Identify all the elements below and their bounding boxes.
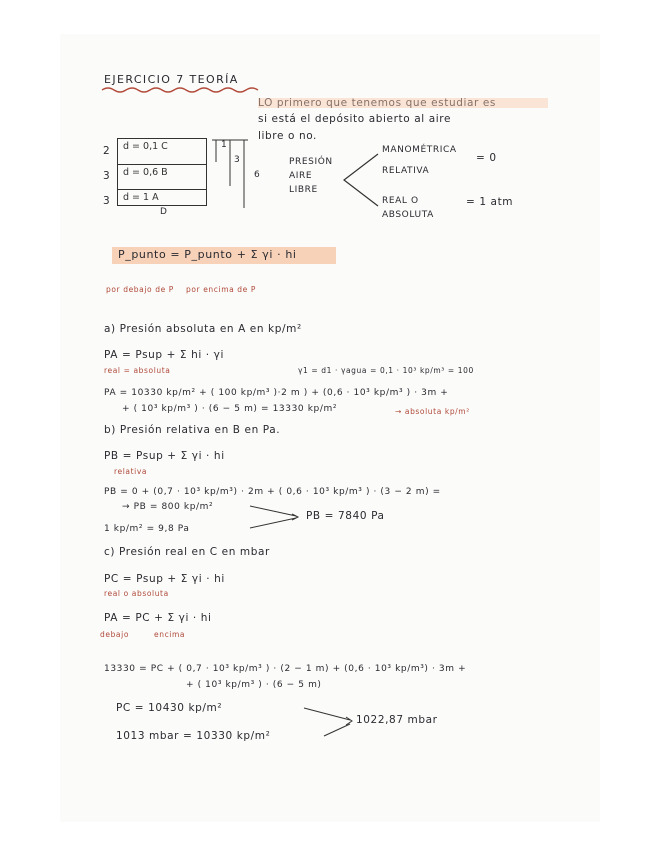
tank-left-label-3: 3: [103, 195, 111, 207]
part-c-final: 1022,87 mbar: [356, 714, 438, 726]
real-value: = 1 atm: [466, 196, 514, 208]
part-c-result-pc: PC = 10430 kp/m²: [116, 702, 223, 714]
relative-label: RELATIVA: [382, 166, 430, 176]
main-formula: P_punto = P_punto + Σ γi · hi: [118, 248, 297, 261]
pressure-label-2: AIRE: [289, 171, 313, 181]
manometric-label: MANOMÉTRICA: [382, 145, 457, 155]
part-a-calc1: PA = 10330 kp/m² + ( 100 kp/m³ )·2 m ) + (0,6 · 10³ kp/m³ ) · 3m +: [104, 388, 449, 398]
part-b-eq1: PB = Psup + Σ γi · hi: [104, 450, 225, 462]
tank-dimension-lines: [208, 136, 261, 216]
part-b-heading: b) Presión relativa en B en Pa.: [104, 424, 281, 436]
part-a-heading: a) Presión absoluta en A en kp/m²: [104, 323, 302, 335]
tank-dim-1: 1: [221, 140, 228, 150]
tank-right-wall: [206, 138, 207, 206]
part-c-conversion: 1013 mbar = 10330 kp/m²: [116, 730, 271, 742]
part-c-eq1: PC = Psup + Σ γi · hi: [104, 573, 225, 585]
part-b-arrows: [248, 502, 308, 532]
part-c-calc2: + ( 10³ kp/m³ ) · (6 − 5 m): [186, 680, 322, 690]
tank-left-wall: [117, 138, 118, 206]
part-c-heading: c) Presión real en C en mbar: [104, 546, 270, 558]
pressure-label-1: PRESIÓN: [289, 157, 333, 167]
tank-bottom-label: D: [160, 207, 168, 217]
intro-highlight: [258, 98, 548, 108]
brace-icon: [340, 150, 380, 210]
part-c-eq2: PA = PC + Σ γi · hi: [104, 612, 212, 624]
tank-layer-c: d = 0,1 C: [117, 138, 207, 155]
formula-above-label: por encima de P: [186, 285, 256, 294]
part-c-arrows: [300, 704, 360, 740]
tank-left-label-2: 3: [103, 170, 111, 182]
part-a-calc2: + ( 10³ kp/m³ ) · (6 − 5 m) = 13330 kp/m²: [122, 404, 338, 414]
part-c-above: encima: [154, 630, 186, 639]
part-b-partial: → PB = 800 kp/m²: [122, 502, 214, 512]
pressure-label-3: LIBRE: [289, 185, 318, 195]
absolute-label: ABSOLUTA: [382, 210, 434, 220]
manometric-value: = 0: [476, 152, 497, 164]
intro-line-3: libre o no.: [258, 130, 317, 142]
intro-line-1: LO primero que tenemos que estudiar es: [258, 97, 497, 109]
tank-dim-6: 6: [254, 170, 261, 180]
formula-below-label: por debajo de P: [106, 285, 174, 294]
part-c-calc1: 13330 = PC + ( 0,7 · 10³ kp/m³ ) · (2 − 1 m) + (0,6 · 10³ kp/m³) · 3m +: [104, 664, 467, 674]
intro-line-2: si está el depósito abierto al aire: [258, 113, 451, 125]
part-b-result: PB = 7840 Pa: [306, 510, 385, 522]
part-c-note-real: real o absoluta: [104, 589, 169, 598]
part-c-below: debajo: [100, 630, 130, 639]
part-b-note: relativa: [114, 467, 148, 476]
part-a-note-real: real = absoluta: [104, 366, 171, 375]
part-b-conversion: 1 kp/m² = 9,8 Pa: [104, 524, 190, 534]
page-title: EJERCICIO 7 TEORÍA: [104, 73, 239, 86]
part-a-note-gamma: γ1 = d1 · γagua = 0,1 · 10³ kp/m³ = 100: [298, 366, 474, 375]
tank-layer-b: d = 0,6 B: [117, 164, 207, 181]
tank-layer-a: d = 1 A: [117, 189, 207, 206]
tank-dim-3: 3: [234, 155, 241, 165]
real-label: REAL O: [382, 196, 419, 206]
part-a-eq1: PA = Psup + Σ hi · γi: [104, 349, 225, 361]
part-b-calc: PB = 0 + (0,7 · 10³ kp/m³) · 2m + ( 0,6 · 10³ kp/m³ ) · (3 − 2 m) =: [104, 487, 441, 497]
tank-bottom: [117, 205, 207, 206]
part-a-result-note: → absoluta kp/m²: [395, 407, 470, 416]
tank-left-label-1: 2: [103, 145, 111, 157]
title-underline: [100, 86, 260, 94]
